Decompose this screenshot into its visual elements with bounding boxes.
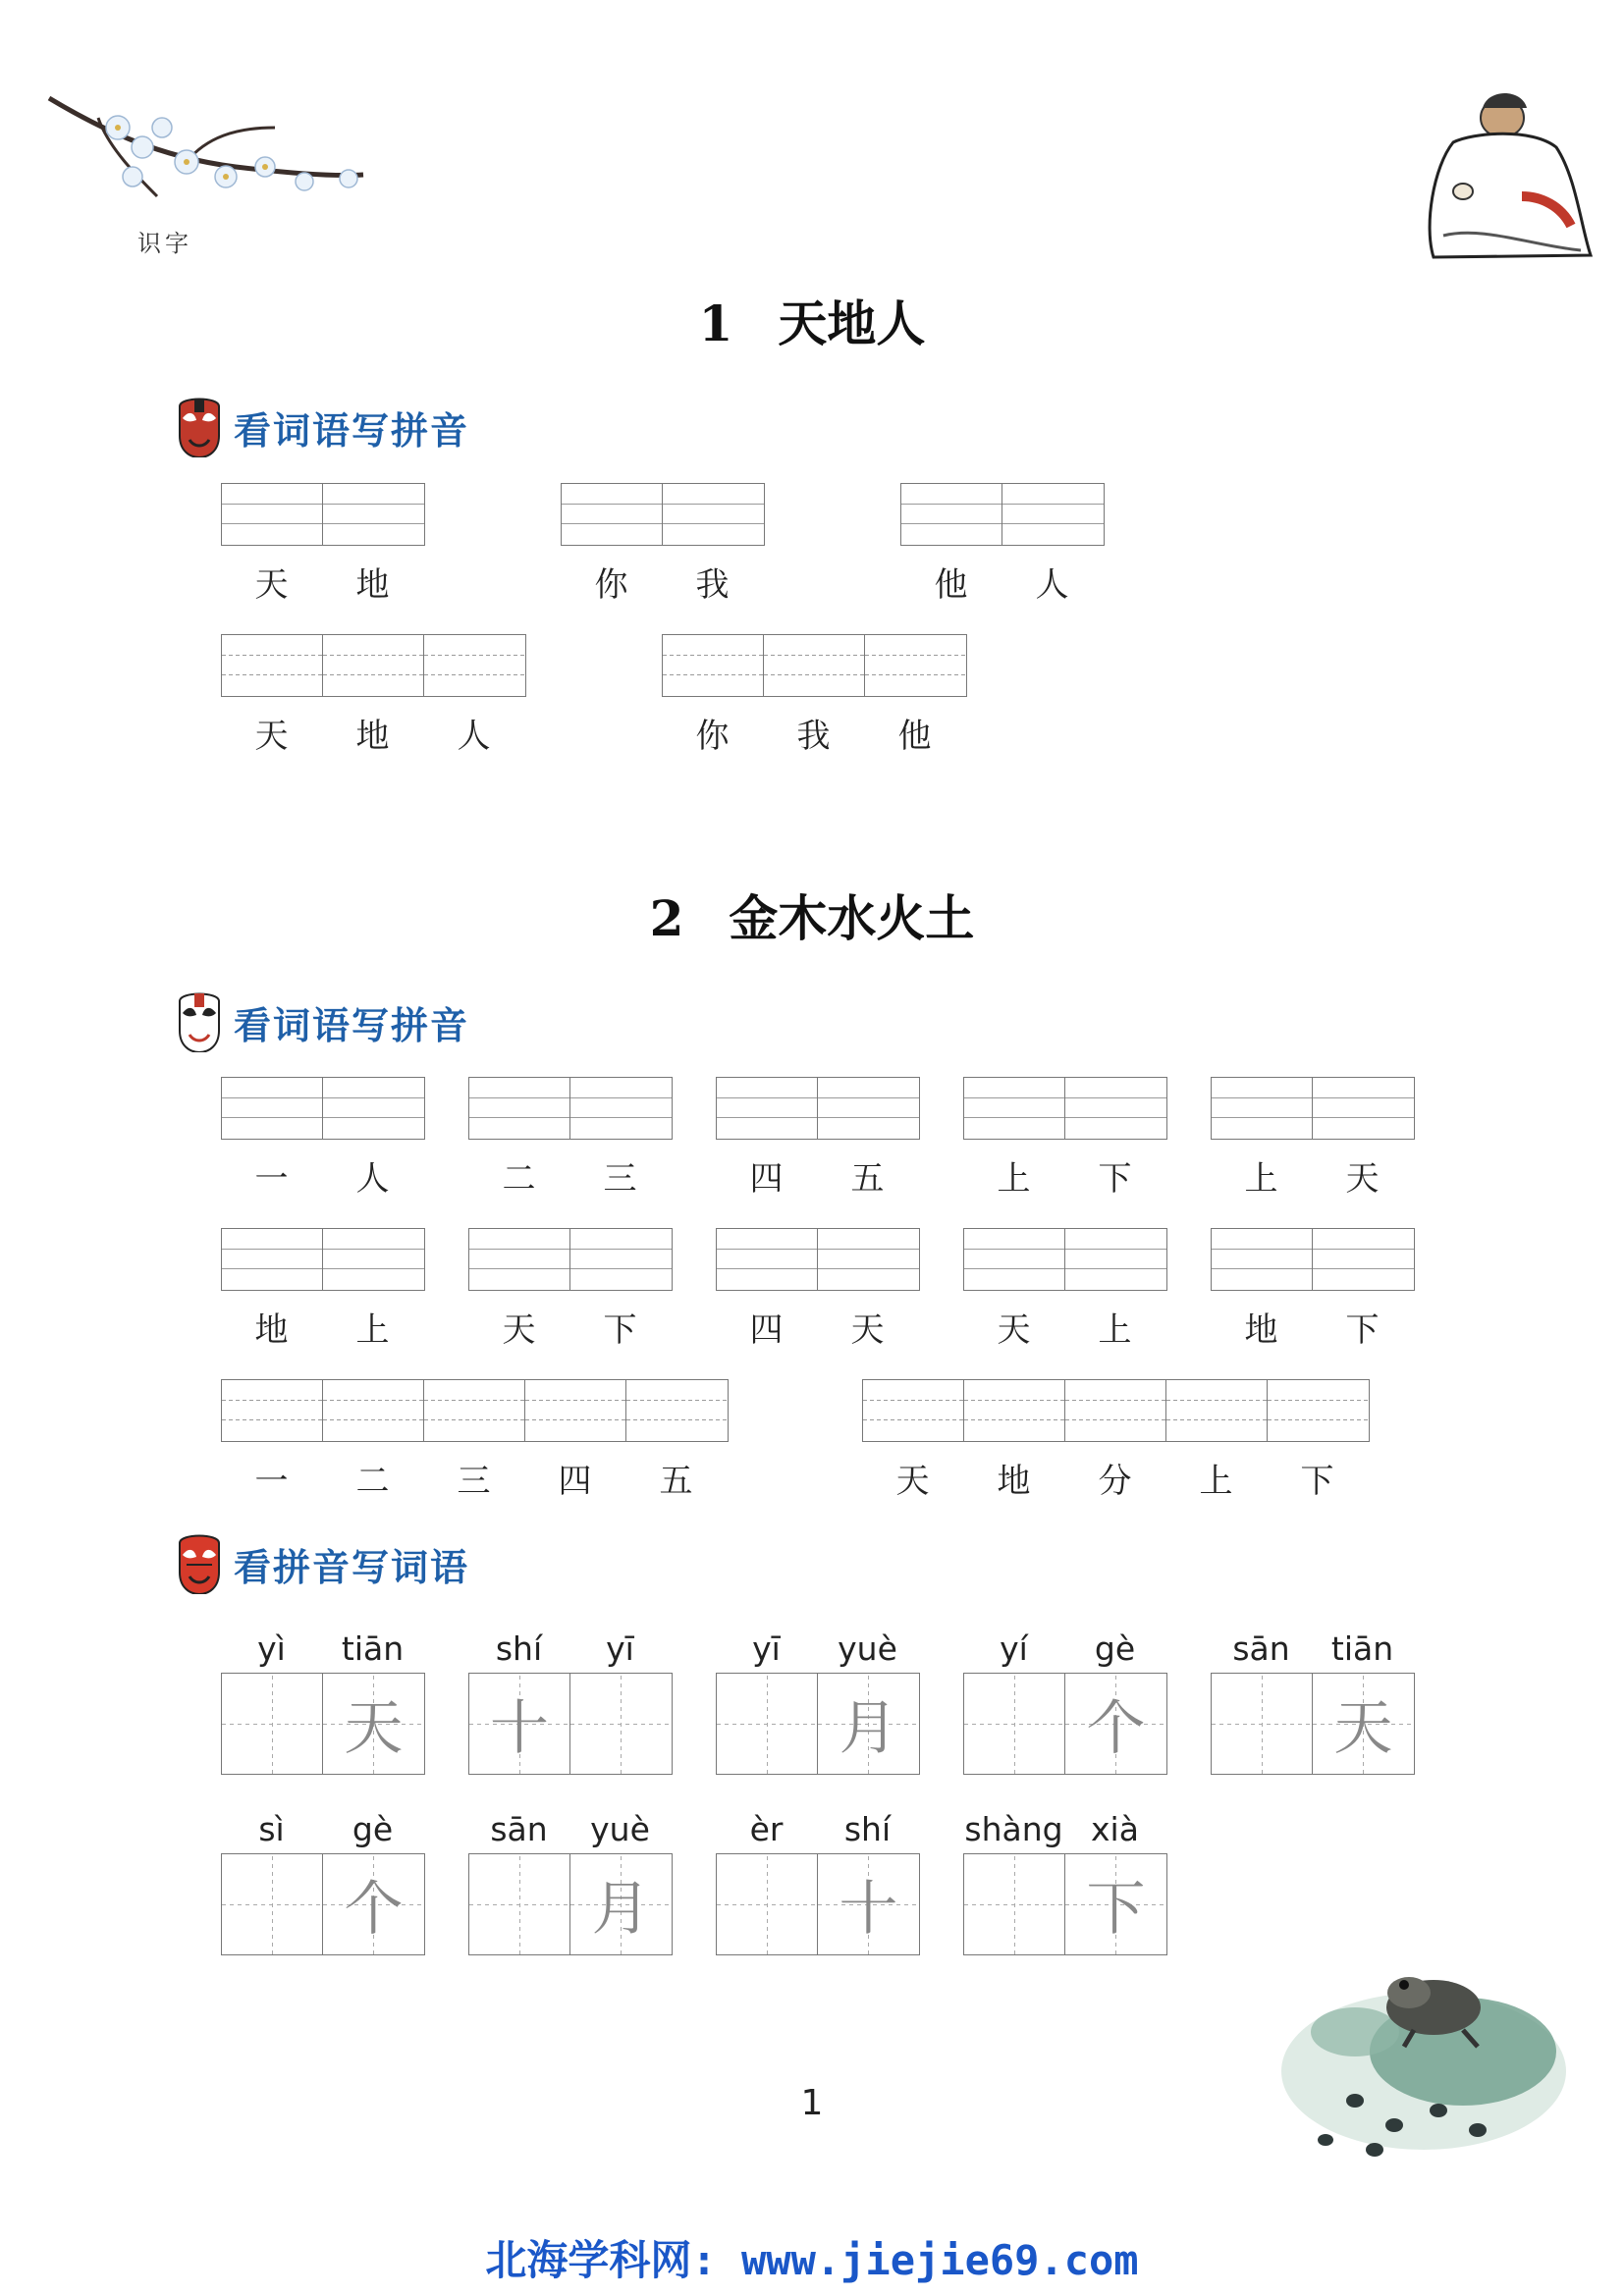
pinyin-grid[interactable] <box>221 1379 729 1442</box>
tianzige-cell[interactable] <box>469 1854 570 1954</box>
tianzige-cell[interactable]: 月 <box>570 1854 672 1954</box>
scholar-illustration <box>1394 88 1600 270</box>
task-heading-text: 看词语写拼音 <box>234 1003 470 1047</box>
pinyin-grid-cell[interactable] <box>222 1380 323 1441</box>
tianzige-cell[interactable]: 下 <box>1065 1854 1166 1954</box>
word-character: 四 <box>749 1159 784 1199</box>
pinyin-grid-cell[interactable] <box>626 1380 728 1441</box>
tianzige-grid[interactable] <box>468 1673 673 1775</box>
word <box>221 1454 727 1502</box>
pinyin-grid-cell[interactable] <box>562 484 663 545</box>
pinyin-grid-cell[interactable] <box>865 635 966 696</box>
pinyin-grid-cell[interactable] <box>469 1078 570 1139</box>
word <box>221 709 524 757</box>
pinyin-grid[interactable] <box>221 1077 425 1140</box>
tianzige-grid[interactable] <box>963 1853 1167 1955</box>
plum-blossom-illustration <box>39 69 373 265</box>
pinyin-label: yī <box>752 1629 781 1668</box>
page-number: 1 <box>800 2083 824 2123</box>
pinyin-grid-cell[interactable] <box>1313 1078 1414 1139</box>
tianzige-grid[interactable] <box>716 1673 920 1775</box>
word-character: 二 <box>355 1462 390 1501</box>
pinyin-word-box <box>221 1810 425 1955</box>
pinyin-grid-cell[interactable] <box>1065 1380 1166 1441</box>
pinyin-grid-cell[interactable] <box>717 1078 818 1139</box>
pinyin-grid-cell[interactable] <box>570 1078 672 1139</box>
word-character: 人 <box>1035 565 1069 605</box>
word-character: 天 <box>997 1310 1031 1350</box>
lesson-title-text: 金木水火土 <box>729 889 975 947</box>
word-character: 人 <box>457 717 491 756</box>
word <box>963 1303 1165 1351</box>
pinyin-grid[interactable] <box>716 1228 920 1291</box>
pinyin-grid[interactable] <box>221 483 425 546</box>
word-character: 上 <box>355 1310 390 1350</box>
pinyin-grid-cell[interactable] <box>764 635 865 696</box>
lesson-2-title <box>0 880 1624 950</box>
pinyin-grid[interactable] <box>900 483 1105 546</box>
opera-mask-icon <box>175 397 224 457</box>
pinyin-label: tiān <box>341 1629 405 1668</box>
pinyin-word-box <box>468 1629 673 1775</box>
pinyin-grid-cell[interactable] <box>222 1078 323 1139</box>
tianzige-cell[interactable] <box>717 1854 818 1954</box>
pinyin-label: yí <box>1000 1629 1028 1668</box>
word-character: 上 <box>1199 1462 1233 1501</box>
word-character: 他 <box>934 565 968 605</box>
word-character: 分 <box>1098 1462 1132 1501</box>
pinyin-grid[interactable] <box>862 1379 1370 1442</box>
tianzige-cell[interactable]: 十 <box>818 1854 919 1954</box>
pinyin-grid[interactable] <box>1211 1228 1415 1291</box>
pinyin-grid-cell[interactable] <box>323 1380 424 1441</box>
pinyin-grid-cell[interactable] <box>863 1380 964 1441</box>
pinyin-word-box <box>963 1629 1167 1775</box>
pinyin-grid[interactable] <box>468 1228 673 1291</box>
word-character: 二 <box>502 1159 536 1199</box>
word-character: 地 <box>997 1462 1031 1501</box>
pinyin-word-box <box>963 1810 1167 1955</box>
word-character: 地 <box>1244 1310 1278 1350</box>
tianzige-cell[interactable] <box>222 1854 323 1954</box>
tianzige-cell[interactable]: 天 <box>1313 1674 1414 1774</box>
lesson-number: 2 <box>649 889 684 947</box>
tianzige-grid[interactable] <box>1211 1673 1415 1775</box>
tianzige-grid[interactable] <box>963 1673 1167 1775</box>
word-character: 天 <box>502 1310 536 1350</box>
pinyin-grid-cell[interactable] <box>323 635 424 696</box>
word-character: 下 <box>1345 1310 1380 1350</box>
word <box>963 1151 1165 1200</box>
pinyin-label: yì <box>257 1629 286 1668</box>
word-character: 一 <box>254 1462 289 1501</box>
word <box>716 1151 918 1200</box>
word-character: 我 <box>695 565 730 605</box>
pinyin-word-box <box>716 1629 920 1775</box>
pinyin-label: sān <box>1232 1629 1290 1668</box>
pinyin-grid-cell[interactable] <box>964 1229 1065 1290</box>
pinyin-grid-cell[interactable] <box>1212 1229 1313 1290</box>
tianzige-cell[interactable] <box>570 1674 672 1774</box>
word-character: 上 <box>1098 1310 1132 1350</box>
pinyin-label: shí <box>495 1629 543 1668</box>
word <box>1211 1303 1413 1351</box>
tianzige-cell[interactable]: 十 <box>469 1674 570 1774</box>
tianzige-cell[interactable] <box>964 1854 1065 1954</box>
word-character: 地 <box>254 1310 289 1350</box>
pinyin-grid[interactable] <box>963 1077 1167 1140</box>
pinyin-label: xià <box>1091 1810 1139 1848</box>
section-label: 识字 <box>137 230 192 257</box>
word-character: 一 <box>254 1159 289 1199</box>
word-character: 下 <box>1098 1159 1132 1199</box>
pinyin-grid-cell[interactable] <box>818 1078 919 1139</box>
word-character: 三 <box>603 1159 637 1199</box>
task-heading <box>175 397 469 457</box>
pinyin-grid-cell[interactable] <box>1313 1229 1414 1290</box>
pinyin-grid-cell[interactable] <box>1212 1078 1313 1139</box>
pinyin-word-box <box>716 1810 920 1955</box>
word-character: 地 <box>355 717 390 756</box>
word-character: 天 <box>254 717 289 756</box>
pinyin-label: gè <box>352 1810 394 1848</box>
tianzige-cell[interactable]: 个 <box>1065 1674 1166 1774</box>
pinyin-grid-cell[interactable] <box>424 635 525 696</box>
word-character: 五 <box>659 1462 693 1501</box>
pinyin-grid-cell[interactable] <box>663 635 764 696</box>
pinyin-word-box <box>468 1810 673 1955</box>
word-character: 天 <box>850 1310 885 1350</box>
word <box>561 558 763 606</box>
tianzige-cell[interactable] <box>222 1674 323 1774</box>
task-heading <box>175 991 469 1052</box>
pinyin-grid[interactable] <box>221 1228 425 1291</box>
pinyin-grid-cell[interactable] <box>222 1229 323 1290</box>
word-character: 天 <box>1345 1159 1380 1199</box>
pinyin-grid-cell[interactable] <box>424 1380 525 1441</box>
pinyin-grid-cell[interactable] <box>222 484 323 545</box>
lesson-number: 1 <box>698 294 733 352</box>
pinyin-label: yuè <box>838 1629 897 1668</box>
pinyin-word-box <box>221 1629 425 1775</box>
pinyin-grid[interactable] <box>716 1077 920 1140</box>
task-heading-text: 看拼音写词语 <box>234 1545 470 1589</box>
pinyin-grid-cell[interactable] <box>323 484 424 545</box>
word <box>468 1303 671 1351</box>
word-character: 天 <box>254 565 289 605</box>
pinyin-grid-cell[interactable] <box>469 1229 570 1290</box>
tianzige-grid[interactable] <box>221 1673 425 1775</box>
opera-mask-icon <box>175 1533 224 1594</box>
word-character: 五 <box>850 1159 885 1199</box>
word-character: 天 <box>895 1462 930 1501</box>
pinyin-grid-cell[interactable] <box>1166 1380 1268 1441</box>
pinyin-grid-cell[interactable] <box>570 1229 672 1290</box>
pinyin-grid-cell[interactable] <box>222 635 323 696</box>
pinyin-grid-cell[interactable] <box>1268 1380 1369 1441</box>
word-character: 下 <box>1300 1462 1334 1501</box>
word <box>862 1454 1368 1502</box>
pinyin-grid-cell[interactable] <box>1002 484 1104 545</box>
pinyin-label: gè <box>1094 1629 1136 1668</box>
pinyin-label: yuè <box>590 1810 650 1848</box>
word <box>221 1151 423 1200</box>
word-character: 四 <box>558 1462 592 1501</box>
word <box>716 1303 918 1351</box>
word <box>468 1151 671 1200</box>
task-heading-text: 看词语写拼音 <box>234 408 470 453</box>
pinyin-label: sì <box>258 1810 285 1848</box>
pinyin-label: yī <box>606 1629 634 1668</box>
opera-mask-icon <box>175 991 224 1052</box>
word <box>1211 1151 1413 1200</box>
pinyin-grid-cell[interactable] <box>525 1380 626 1441</box>
pinyin-grid-cell[interactable] <box>663 484 764 545</box>
tianzige-grid[interactable] <box>221 1853 425 1955</box>
word-character: 四 <box>749 1310 784 1350</box>
word-character: 你 <box>594 565 628 605</box>
lesson-1-title <box>0 285 1624 355</box>
pinyin-grid-cell[interactable] <box>901 484 1002 545</box>
word <box>221 1303 423 1351</box>
pinyin-label: tiān <box>1330 1629 1394 1668</box>
pinyin-label: sān <box>490 1810 548 1848</box>
tianzige-grid[interactable] <box>468 1853 673 1955</box>
pinyin-grid-cell[interactable] <box>818 1229 919 1290</box>
tianzige-cell[interactable]: 月 <box>818 1674 919 1774</box>
tianzige-cell[interactable] <box>964 1674 1065 1774</box>
pinyin-label: shí <box>843 1810 892 1848</box>
pinyin-label: shàng <box>964 1810 1063 1848</box>
pinyin-grid[interactable] <box>662 634 967 697</box>
tianzige-cell[interactable]: 天 <box>323 1674 424 1774</box>
pinyin-grid[interactable] <box>1211 1077 1415 1140</box>
pinyin-label: èr <box>749 1810 784 1848</box>
footer-watermark: 北海学科网: www.jiejie69.com <box>485 2236 1139 2284</box>
word-character: 下 <box>603 1310 637 1350</box>
word-character: 地 <box>355 565 390 605</box>
word-character: 三 <box>457 1462 491 1501</box>
pinyin-grid[interactable] <box>963 1228 1167 1291</box>
pinyin-grid-cell[interactable] <box>323 1229 424 1290</box>
word-character: 我 <box>796 717 831 756</box>
tianzige-cell[interactable]: 个 <box>323 1854 424 1954</box>
pinyin-word-box <box>1211 1629 1415 1775</box>
tianzige-cell[interactable] <box>717 1674 818 1774</box>
tianzige-cell[interactable] <box>1212 1674 1313 1774</box>
pinyin-grid-cell[interactable] <box>717 1229 818 1290</box>
word-character: 上 <box>997 1159 1031 1199</box>
lesson-title-text: 天地人 <box>778 294 926 352</box>
pinyin-grid[interactable] <box>468 1077 673 1140</box>
pinyin-grid-cell[interactable] <box>1065 1229 1166 1290</box>
word <box>662 709 965 757</box>
pinyin-grid[interactable] <box>561 483 765 546</box>
tianzige-grid[interactable] <box>716 1853 920 1955</box>
word-character: 上 <box>1244 1159 1278 1199</box>
pinyin-grid-cell[interactable] <box>964 1078 1065 1139</box>
word <box>900 558 1103 606</box>
pinyin-grid-cell[interactable] <box>323 1078 424 1139</box>
pinyin-grid-cell[interactable] <box>964 1380 1065 1441</box>
word-character: 人 <box>355 1159 390 1199</box>
frog-lotus-illustration <box>1267 1953 1581 2189</box>
pinyin-grid[interactable] <box>221 634 526 697</box>
pinyin-grid-cell[interactable] <box>1065 1078 1166 1139</box>
word <box>221 558 423 606</box>
word-character: 他 <box>897 717 932 756</box>
word-character: 你 <box>695 717 730 756</box>
task-heading <box>175 1533 469 1594</box>
